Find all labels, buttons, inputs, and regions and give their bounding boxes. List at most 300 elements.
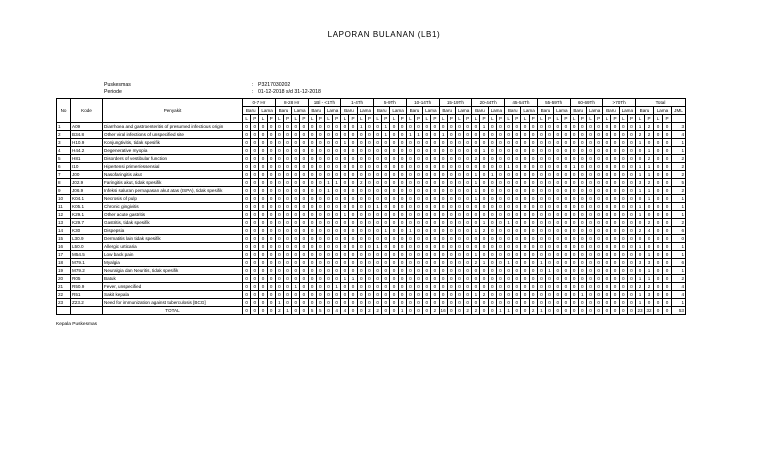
puskesmas-separator: : (252, 82, 254, 88)
row-value: 0 (496, 227, 504, 235)
row-value: 0 (611, 235, 619, 243)
row-jml: 2 (672, 155, 686, 163)
row-penyakit: Degenerative myopia (103, 147, 243, 155)
row-value: 0 (316, 243, 324, 251)
row-value: 0 (578, 171, 586, 179)
header-baru: Baru (374, 107, 390, 115)
row-value: 0 (324, 219, 332, 227)
header-baru: Baru (439, 107, 455, 115)
row-value: 0 (259, 219, 267, 227)
row-value: 0 (324, 251, 332, 259)
row-value: 0 (365, 219, 373, 227)
row-value: 0 (267, 251, 275, 259)
row-value: 0 (578, 227, 586, 235)
row-value: 0 (513, 187, 521, 195)
row-value: 0 (554, 299, 562, 307)
header-age-group: 1Bl - <1Th (308, 99, 341, 107)
row-value: 0 (374, 123, 382, 131)
row-value: 0 (480, 179, 488, 187)
row-value: 0 (292, 235, 300, 243)
row-value: 0 (275, 219, 283, 227)
row-value: 0 (341, 219, 349, 227)
row-value: 0 (663, 243, 672, 251)
row-value: 0 (406, 163, 414, 171)
row-value: 0 (243, 243, 251, 251)
row-value: 0 (619, 219, 627, 227)
row-value: 0 (455, 171, 463, 179)
row-value: 0 (619, 179, 627, 187)
row-value: 0 (316, 283, 324, 291)
row-value: 0 (663, 275, 672, 283)
row-value: 0 (431, 267, 439, 275)
row-value: 0 (414, 139, 422, 147)
row-value: 0 (414, 259, 422, 267)
row-value: 0 (455, 243, 463, 251)
row-value: 1 (636, 275, 645, 283)
row-value: 0 (480, 267, 488, 275)
row-value: 0 (292, 195, 300, 203)
row-value: 0 (267, 171, 275, 179)
row-value: 2 (357, 179, 365, 187)
header-lama: Lama (455, 107, 471, 115)
row-value: 0 (636, 195, 645, 203)
table-row (57, 147, 686, 155)
row-value: 1 (333, 179, 341, 187)
row-value: 0 (496, 299, 504, 307)
row-value: 0 (357, 283, 365, 291)
row-value: 0 (513, 299, 521, 307)
row-value: 0 (390, 195, 398, 203)
row-value: 0 (349, 243, 357, 251)
row-value: 0 (292, 131, 300, 139)
row-value: 0 (529, 139, 537, 147)
row-value: 0 (595, 275, 603, 283)
row-value: 0 (431, 259, 439, 267)
header-lama: Lama (357, 107, 373, 115)
row-value: 0 (537, 251, 545, 259)
row-value: 0 (365, 227, 373, 235)
total-value: 0 (324, 307, 332, 315)
row-value: 0 (455, 131, 463, 139)
row-value: 0 (663, 123, 672, 131)
row-value: 0 (316, 291, 324, 299)
row-value: 0 (570, 291, 578, 299)
row-value: 0 (554, 187, 562, 195)
row-value: 0 (529, 195, 537, 203)
table-row (57, 155, 686, 163)
row-value: 0 (324, 259, 332, 267)
row-value: 0 (562, 203, 570, 211)
row-value: 1 (292, 283, 300, 291)
row-value: 0 (603, 123, 611, 131)
row-kode: M79.1 (71, 259, 103, 267)
row-value: 0 (398, 235, 406, 243)
row-value: 1 (578, 291, 586, 299)
row-value: 0 (586, 131, 594, 139)
row-value: 0 (341, 235, 349, 243)
row-value: 0 (292, 179, 300, 187)
row-value: 0 (455, 203, 463, 211)
row-value: 1 (645, 187, 654, 195)
row-value: 0 (578, 235, 586, 243)
row-value: 0 (390, 171, 398, 179)
total-value: 0 (300, 307, 308, 315)
row-value: 0 (324, 291, 332, 299)
row-value: 0 (333, 259, 341, 267)
row-value: 0 (308, 243, 316, 251)
row-value: 0 (275, 203, 283, 211)
row-value: 0 (374, 163, 382, 171)
row-value: 0 (414, 195, 422, 203)
row-value: 0 (300, 195, 308, 203)
table-row (57, 211, 686, 219)
row-no: 21 (57, 283, 71, 291)
row-value: 0 (447, 203, 455, 211)
row-value: 0 (365, 139, 373, 147)
row-value: 0 (439, 291, 447, 299)
table-row (57, 259, 686, 267)
table-row (57, 187, 686, 195)
row-value: 0 (488, 163, 496, 171)
row-value: 0 (537, 187, 545, 195)
row-value: 0 (390, 283, 398, 291)
row-value: 0 (619, 203, 627, 211)
header-age-group: 8-28 Hr (275, 99, 308, 107)
row-value: 0 (464, 235, 472, 243)
row-value: 0 (300, 283, 308, 291)
header-age-group: 0-7 Hr (243, 99, 276, 107)
row-value: 0 (431, 243, 439, 251)
row-value: 0 (654, 219, 663, 227)
row-value: 0 (529, 275, 537, 283)
table-row (57, 171, 686, 179)
row-value: 0 (529, 203, 537, 211)
header-no: No (57, 99, 71, 123)
row-value: 0 (382, 235, 390, 243)
row-value: 0 (292, 171, 300, 179)
row-value: 0 (374, 251, 382, 259)
row-value: 0 (243, 147, 251, 155)
row-value: 0 (300, 259, 308, 267)
row-kode: H44.2 (71, 147, 103, 155)
row-value: 0 (316, 299, 324, 307)
table-row (57, 203, 686, 211)
row-value: 0 (663, 267, 672, 275)
row-value: 0 (365, 211, 373, 219)
report-table (56, 98, 686, 315)
row-value: 0 (374, 195, 382, 203)
row-value: 0 (464, 179, 472, 187)
header-p: P (267, 115, 275, 123)
row-value: 0 (513, 179, 521, 187)
total-value: 0 (259, 307, 267, 315)
total-value: 0 (554, 307, 562, 315)
row-value: 0 (406, 235, 414, 243)
row-value: 0 (333, 203, 341, 211)
row-value: 0 (645, 211, 654, 219)
header-l: L (505, 115, 513, 123)
row-value: 0 (316, 131, 324, 139)
row-value: 0 (496, 195, 504, 203)
row-value: 0 (406, 283, 414, 291)
row-value: 0 (529, 211, 537, 219)
row-value: 0 (472, 267, 480, 275)
row-value: 3 (636, 179, 645, 187)
row-value: 0 (283, 235, 291, 243)
row-value: 1 (382, 123, 390, 131)
row-value: 0 (292, 163, 300, 171)
row-value: 1 (406, 227, 414, 235)
row-value: 0 (464, 187, 472, 195)
header-l: L (554, 115, 562, 123)
row-value: 0 (406, 259, 414, 267)
row-value: 0 (464, 163, 472, 171)
row-value: 0 (654, 299, 663, 307)
row-value: 0 (243, 235, 251, 243)
row-value: 0 (529, 251, 537, 259)
row-jml: 2 (672, 219, 686, 227)
row-value: 0 (414, 179, 422, 187)
row-value: 0 (283, 211, 291, 219)
row-value: 2 (636, 131, 645, 139)
row-value: 0 (586, 267, 594, 275)
row-value: 0 (259, 267, 267, 275)
row-value: 0 (439, 171, 447, 179)
row-value: 0 (521, 283, 529, 291)
row-value: 0 (464, 123, 472, 131)
row-value: 0 (382, 259, 390, 267)
row-value: 0 (308, 299, 316, 307)
row-value: 0 (611, 283, 619, 291)
row-value: 0 (406, 243, 414, 251)
row-value: 0 (455, 179, 463, 187)
puskesmas-label: Puskesmas (104, 82, 131, 88)
row-value: 0 (349, 139, 357, 147)
row-value: 0 (595, 243, 603, 251)
row-value: 0 (570, 211, 578, 219)
row-value: 1 (472, 179, 480, 187)
row-value: 0 (513, 219, 521, 227)
header-baru: Baru (406, 107, 422, 115)
row-value: 0 (414, 163, 422, 171)
total-value: 0 (521, 307, 529, 315)
row-penyakit: Faringitis akut, tidak spesifik (103, 179, 243, 187)
row-value: 2 (636, 283, 645, 291)
row-value: 0 (619, 131, 627, 139)
row-value: 0 (267, 235, 275, 243)
row-penyakit: Chronic gingivitis (103, 203, 243, 211)
row-value: 0 (529, 259, 537, 267)
row-value: 0 (382, 195, 390, 203)
row-value: 0 (505, 195, 513, 203)
row-value: 0 (349, 195, 357, 203)
total-value: 0 (357, 307, 365, 315)
row-no: 16 (57, 243, 71, 251)
row-value: 0 (243, 283, 251, 291)
row-value: 0 (251, 251, 259, 259)
table-row (57, 163, 686, 171)
row-value: 0 (472, 275, 480, 283)
row-value: 1 (636, 243, 645, 251)
row-kode: J00 (71, 171, 103, 179)
row-value: 0 (283, 203, 291, 211)
row-value: 0 (300, 235, 308, 243)
row-value: 0 (283, 155, 291, 163)
row-value: 0 (554, 267, 562, 275)
row-value: 0 (663, 283, 672, 291)
row-value: 0 (627, 147, 635, 155)
total-value: 0 (455, 307, 463, 315)
total-value: 2 (374, 307, 382, 315)
row-jml: 2 (672, 275, 686, 283)
row-value: 0 (357, 187, 365, 195)
row-value: 1 (480, 219, 488, 227)
row-value: 0 (431, 187, 439, 195)
header-age-group: 45-54Th (505, 99, 538, 107)
row-value: 0 (472, 123, 480, 131)
row-value: 0 (324, 211, 332, 219)
row-value: 0 (341, 299, 349, 307)
row-value: 0 (374, 219, 382, 227)
total-value: 0 (349, 307, 357, 315)
row-value: 0 (488, 131, 496, 139)
row-value: 0 (390, 275, 398, 283)
row-no: 10 (57, 195, 71, 203)
total-value: 0 (663, 307, 672, 315)
row-value: 0 (357, 211, 365, 219)
row-value: 0 (251, 275, 259, 283)
row-value: 0 (513, 235, 521, 243)
row-value: 0 (390, 147, 398, 155)
row-value: 0 (243, 299, 251, 307)
row-value: 0 (537, 179, 545, 187)
row-value: 2 (645, 155, 654, 163)
row-value: 0 (464, 139, 472, 147)
row-value: 0 (414, 299, 422, 307)
row-value: 0 (316, 195, 324, 203)
row-value: 0 (365, 291, 373, 299)
row-value: 0 (488, 203, 496, 211)
row-value: 0 (283, 243, 291, 251)
row-value: 0 (341, 147, 349, 155)
row-value: 0 (447, 235, 455, 243)
row-value: 0 (654, 227, 663, 235)
row-value: 0 (611, 195, 619, 203)
row-kode: K29.7 (71, 219, 103, 227)
row-value: 0 (357, 139, 365, 147)
row-value: 2 (645, 131, 654, 139)
row-value: 0 (292, 203, 300, 211)
row-value: 0 (283, 147, 291, 155)
row-value: 0 (259, 139, 267, 147)
row-value: 0 (562, 187, 570, 195)
header-p: P (316, 115, 324, 123)
row-value: 0 (537, 195, 545, 203)
row-value: 0 (300, 251, 308, 259)
row-value: 0 (316, 259, 324, 267)
row-value: 0 (654, 251, 663, 259)
header-lama: Lama (390, 107, 406, 115)
row-penyakit: Sakit kepala (103, 291, 243, 299)
row-value: 0 (447, 147, 455, 155)
row-penyakit: Nasofaringitis akut (103, 171, 243, 179)
row-value: 1 (570, 163, 578, 171)
row-value: 0 (545, 131, 553, 139)
row-value: 0 (521, 267, 529, 275)
row-value: 0 (595, 211, 603, 219)
row-value: 0 (341, 251, 349, 259)
row-value: 0 (464, 259, 472, 267)
row-value: 0 (562, 283, 570, 291)
row-value: 0 (619, 123, 627, 131)
row-value: 0 (283, 195, 291, 203)
row-value: 0 (663, 131, 672, 139)
header-p: P (300, 115, 308, 123)
row-value: 0 (398, 211, 406, 219)
row-value: 0 (439, 179, 447, 187)
row-value: 0 (423, 179, 431, 187)
header-p: P (545, 115, 553, 123)
table-row (57, 283, 686, 291)
table-row (57, 267, 686, 275)
row-value: 0 (627, 171, 635, 179)
row-value: 0 (316, 123, 324, 131)
table-row (57, 131, 686, 139)
row-jml: 1 (672, 147, 686, 155)
row-value: 0 (595, 171, 603, 179)
row-value: 0 (398, 179, 406, 187)
row-kode: L30.9 (71, 235, 103, 243)
row-value: 0 (521, 171, 529, 179)
row-value: 0 (654, 283, 663, 291)
row-value: 0 (505, 147, 513, 155)
row-value: 0 (488, 187, 496, 195)
row-penyakit: Allergic urticaria (103, 243, 243, 251)
row-value: 0 (611, 259, 619, 267)
header-l: L (439, 115, 447, 123)
header-lama: Lama (521, 107, 537, 115)
header-l: L (570, 115, 578, 123)
row-value: 0 (398, 227, 406, 235)
row-jml: 1 (672, 203, 686, 211)
row-value: 0 (619, 259, 627, 267)
periode-label: Periode (104, 89, 122, 95)
row-value: 0 (529, 131, 537, 139)
row-value: 0 (292, 147, 300, 155)
row-value: 0 (545, 219, 553, 227)
row-value: 0 (663, 179, 672, 187)
row-value: 0 (341, 187, 349, 195)
row-value: 0 (365, 259, 373, 267)
header-p: P (663, 115, 672, 123)
row-value: 0 (545, 123, 553, 131)
row-value: 0 (349, 251, 357, 259)
row-value: 0 (406, 155, 414, 163)
row-value: 0 (645, 243, 654, 251)
row-value: 0 (406, 219, 414, 227)
row-value: 0 (275, 275, 283, 283)
row-value: 0 (333, 291, 341, 299)
row-value: 1 (645, 171, 654, 179)
header-jml-blank (672, 115, 686, 123)
row-value: 0 (505, 203, 513, 211)
row-value: 0 (374, 179, 382, 187)
row-value: 0 (562, 235, 570, 243)
row-value: 0 (365, 123, 373, 131)
row-value: 0 (259, 251, 267, 259)
row-value: 0 (374, 147, 382, 155)
header-baru: Baru (243, 107, 259, 115)
